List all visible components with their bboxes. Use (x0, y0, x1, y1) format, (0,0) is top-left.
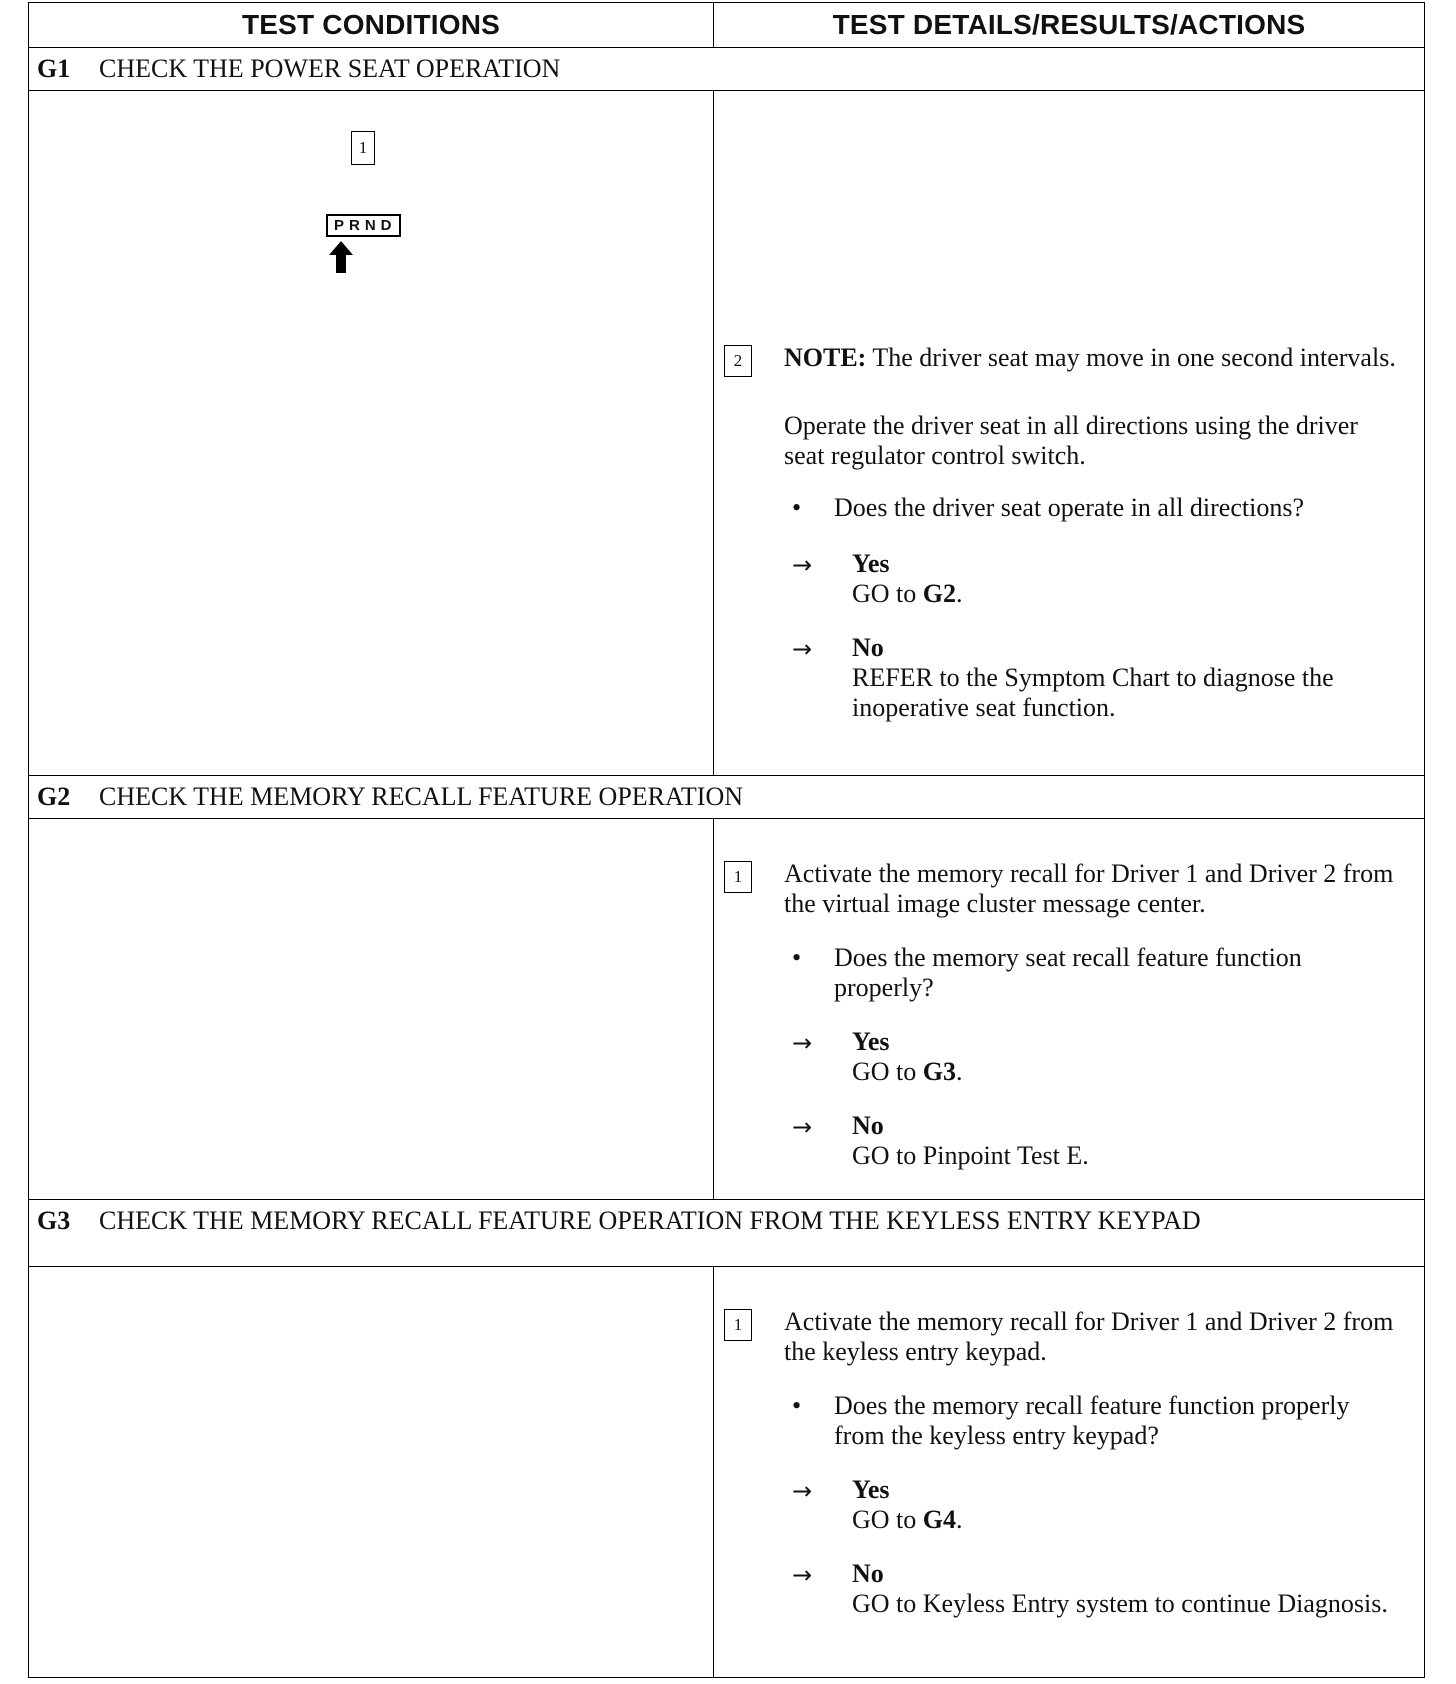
yes-result: Yes GO to G2. (852, 549, 963, 608)
step-g3-conditions (29, 1267, 714, 1678)
instruction-text: Operate the driver seat in all directions using the driver seat regulator control switch. (784, 411, 1358, 470)
step-g3-header (29, 1200, 1425, 1267)
step-title: CHECK THE MEMORY RECALL FEATURE OPERATION FROM THE KEYLESS ENTRY KEYPAD (99, 1206, 1201, 1235)
detail-step-number: 1 (724, 861, 752, 893)
no-result (852, 1559, 1404, 1619)
step-g3-details (714, 1267, 1425, 1678)
bullet-icon: • (792, 1391, 802, 1420)
instruction-text: Activate the memory recall for Driver 1 and Driver 2 from the virtual image cluster message center. (784, 859, 1394, 918)
yes-label: Yes (852, 1027, 890, 1056)
no-result (852, 633, 1404, 723)
yes-target: G3 (922, 1057, 957, 1086)
note-paragraph (784, 343, 1404, 373)
step-title: CHECK THE MEMORY RECALL FEATURE OPERATION (99, 782, 744, 811)
no-text: GO to Pinpoint Test E. (852, 1141, 1089, 1170)
step-g1-body (29, 91, 1425, 776)
yes-target: G4 (922, 1505, 957, 1534)
yes-text: GO to (852, 1057, 917, 1086)
test-details-header: TEST DETAILS/RESULTS/ACTIONS (714, 3, 1425, 48)
no-label: No (852, 1559, 884, 1588)
yes-result: Yes GO to G4. (852, 1475, 963, 1534)
arrow-right-icon: → (792, 1113, 813, 1141)
arrow-right-icon: → (792, 1561, 813, 1589)
bullet-icon: • (792, 493, 802, 522)
detail-step-number: 2 (724, 345, 752, 377)
note-text: The driver seat may move in one second intervals. (872, 343, 1396, 372)
test-conditions-header: TEST CONDITIONS (29, 3, 714, 48)
step-g2-details (714, 819, 1425, 1200)
no-text: REFER to the Symptom Chart to diagnose the inoperative seat function. (852, 663, 1334, 722)
yes-result: Yes GO to G3. (852, 1027, 963, 1086)
step-g2-body (29, 819, 1425, 1200)
arrow-right-icon: → (792, 635, 813, 663)
no-label: No (852, 1111, 884, 1140)
arrow-right-icon: → (792, 1477, 813, 1505)
yes-text: GO to (852, 1505, 917, 1534)
step-g2-header (29, 776, 1425, 819)
no-text: GO to Keyless Entry system to continue Diagnosis. (852, 1589, 1388, 1618)
note-label: NOTE: (784, 343, 867, 372)
step-g1-header (29, 48, 1425, 91)
table-header-row (29, 3, 1425, 48)
question-text: Does the memory seat recall feature function properly? (834, 943, 1302, 1002)
bullet-icon: • (792, 943, 802, 972)
question-text: Does the driver seat operate in all directions? (834, 493, 1304, 522)
condition-step-number: 1 (351, 131, 375, 165)
yes-text: GO to (852, 579, 917, 608)
no-label: No (852, 633, 884, 662)
question-text: Does the memory recall feature function properly from the keyless entry keypad? (834, 1391, 1350, 1450)
no-result (852, 1111, 1404, 1171)
yes-label: Yes (852, 1475, 890, 1504)
step-g3-body (29, 1267, 1425, 1678)
pinpoint-test-table (28, 2, 1425, 1678)
detail-step-number: 1 (724, 1309, 752, 1341)
yes-target: G2 (922, 579, 957, 608)
step-g1-details (714, 91, 1425, 776)
arrow-right-icon: → (792, 1029, 813, 1057)
step-id: G2 (37, 782, 71, 811)
yes-label: Yes (852, 549, 890, 578)
step-id: G3 (37, 1206, 71, 1235)
step-g2-conditions (29, 819, 714, 1200)
step-id: G1 (37, 54, 71, 83)
instruction-text: Activate the memory recall for Driver 1 and Driver 2 from the keyless entry keypad. (784, 1307, 1394, 1366)
arrow-up-icon (327, 239, 355, 275)
diagnostic-test-table (28, 2, 1424, 1678)
step-title: CHECK THE POWER SEAT OPERATION (99, 54, 561, 83)
gear-selector-label: PRND (326, 214, 401, 237)
arrow-right-icon: → (792, 551, 813, 579)
step-g1-conditions (29, 91, 714, 776)
